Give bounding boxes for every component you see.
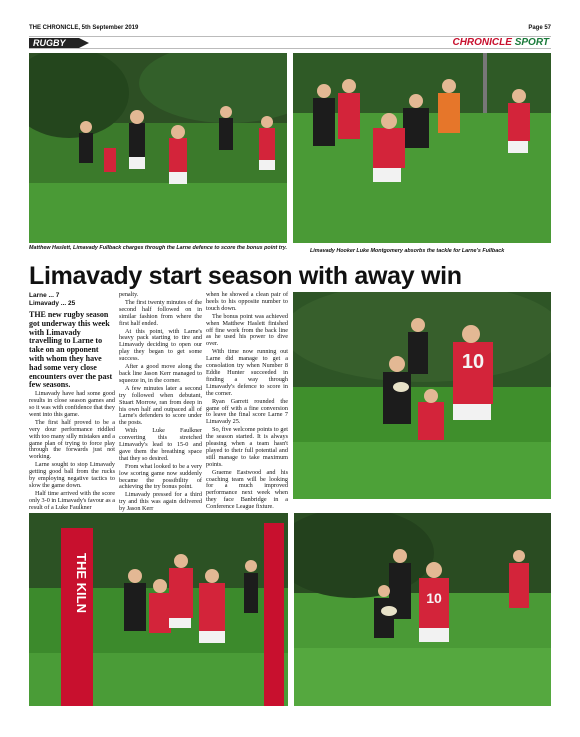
- photo-number-ten-tackle: [293, 292, 551, 499]
- score-limavady: Limavady ... 25: [29, 300, 76, 307]
- article-paragraph: Graeme Eastwood and his coaching team will be looking for a much improved performance next week when they face Banbridge in a Conference League fixture.: [206, 468, 288, 511]
- article-paragraph: A few minutes later a second try followed when debutant, Stuart Morrow, ran from deep in his own half and outpaced all of Larne's defenders to score under the posts.: [119, 384, 202, 427]
- article-paragraph: So, five welcome points to get the season started. It is always pleasing when a team hasn't played to their full potential and still manage to take maximum points.: [206, 426, 288, 468]
- article-paragraph: Limavady have had some good results in close season games and so it was with confidence that they went into this game.: [29, 390, 115, 418]
- jersey-number-text: 10: [426, 590, 442, 606]
- photo-number-ten-carry: [294, 513, 551, 706]
- section-tag-label: RUGBY: [33, 38, 66, 48]
- photo-kiln-post-pad: [29, 513, 288, 706]
- paper-brand: [452, 37, 549, 49]
- newspaper-date-line: THE CHRONICLE, 5th September 2019: [29, 25, 139, 31]
- article-paragraph: From what looked to be a very low scoring game now suddenly became the possibility of achieving the try bonus point.: [119, 462, 202, 491]
- article-paragraph: The first half proved to be a very dour performance riddled with too many silly mistakes and a game plan of trying to force play through the forwards just not working.: [29, 418, 115, 461]
- article-paragraph: At this point, with Larne's heavy pack starting to tire and Limavady deciding to open our play they began to get some success.: [119, 327, 202, 363]
- article-headline: Limavady start season with away win: [29, 262, 462, 290]
- article-paragraph: Limavady pressed for a third try and this was again delivered by Jason Kerr: [119, 491, 202, 513]
- jersey-number-text: 10: [461, 351, 485, 373]
- article-paragraph: Larne sought to stop Limavady getting good ball from the rucks by employing negative tactics to slow the game down.: [29, 461, 115, 489]
- brand-name: CHRONICLE: [452, 37, 512, 48]
- article-paragraph: Half time arrived with the score only 3-0 in Limavady's favour as a result of a Luke Faulkner: [29, 489, 115, 511]
- article-intro: THE new rugby season got underway this week with Limavady travelling to Larne to take on an opponent with whom they have had some very close encounters over the past few seasons.: [29, 310, 113, 390]
- article-paragraph: With Luke Faulkner converting this stretched Limavady's lead to 15-0 and gave them the breathing space that they so desired.: [119, 427, 202, 462]
- section-tag-rugby: [29, 38, 79, 48]
- article-paragraph: Ryan Garrett rounded the game off with a fine conversion to leave the final score Larne 7 Limavady 25.: [206, 397, 288, 426]
- photo-caption-haslett: Matthew Haslett, Limavady Fullback charges through the Larne defence to score the bonus point try.: [29, 245, 287, 251]
- photo-haslett-charges: [29, 53, 287, 243]
- rugby-ball-icon: [381, 606, 397, 616]
- article-column-3: [206, 292, 288, 512]
- page-number: Page 57: [528, 25, 551, 31]
- article-column-2: [119, 292, 202, 514]
- article-paragraph: With time now running out Larne did manage to get a consolation try when Number 8 Eddie Hunter succeeded in finding a way through Limavady's defence to score in the corner.: [206, 348, 288, 397]
- article-column-1: [29, 292, 115, 513]
- post-pad-text: THE KILN: [74, 553, 89, 613]
- article-paragraph: The bonus point was achieved when Matthew Haslett finished off fine work from the back line as he used his power to dive over.: [206, 312, 288, 348]
- score-larne: Larne ... 7: [29, 292, 60, 299]
- section-bar: [29, 36, 551, 49]
- article-paragraph: The first twenty minutes of the second half followed on in similar fashion from where the first half ended.: [119, 298, 202, 327]
- article-paragraph: After a good move along the back line Jason Kerr managed to squeeze in, in the corner.: [119, 363, 202, 384]
- rugby-ball-icon: [393, 382, 409, 392]
- brand-sport: SPORT: [514, 37, 549, 48]
- section-tag-arrow-icon: [79, 38, 89, 48]
- article-paragraph: penalty.: [119, 291, 139, 298]
- article-paragraph: when he showed a clean pair of heels to his opposite number to touch down.: [206, 291, 288, 312]
- photo-montgomery-tackle: [293, 53, 551, 243]
- photo-caption-montgomery: Limavady Hooker Luke Montgomery absorbs the tackle for Larne's Fullback: [310, 248, 505, 254]
